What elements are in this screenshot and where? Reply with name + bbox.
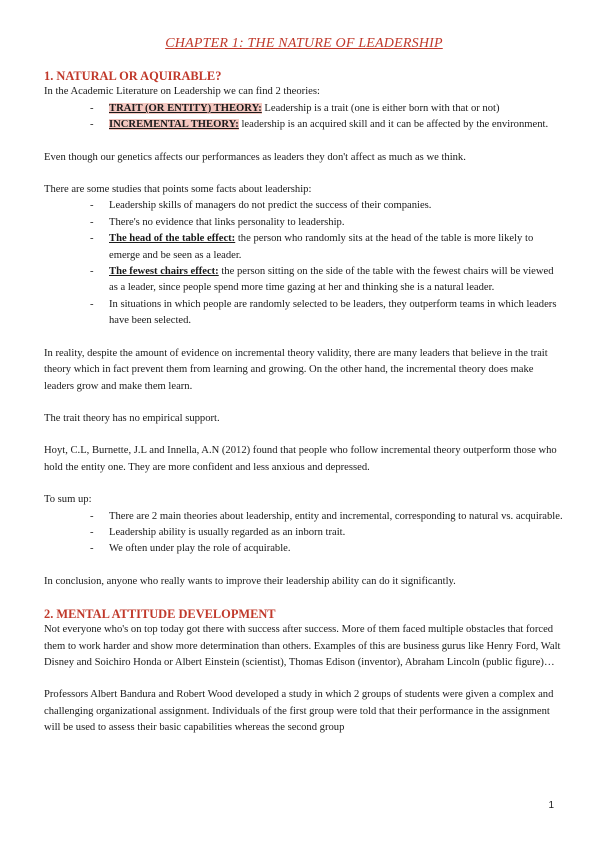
list-item: - Leadership ability is usually regarded as an inborn trait. [90, 526, 346, 538]
list-item: - There are 2 main theories about leadership, entity and incremental, corresponding to natural vs. acquirable. [90, 510, 563, 522]
chapter-title: CHAPTER 1: THE NATURE OF LEADERSHIP [165, 36, 443, 51]
list-item-text: In situations in which people are randomly selected to be leaders, they outperform teams in which leaders have been selected. [109, 298, 557, 327]
term-fewest-chairs: The fewest chairs effect: [109, 266, 219, 278]
list-item: - The fewest chairs effect: the person sitting on the side of the table with the fewest chairs will be viewed as a leader, since people spend more time gazing at her and thinking she is a natural leader. [90, 266, 554, 294]
s1-paragraph: Hoyt, C.L, Burnette, J.L and Innella, A.N (2012) found that people who follow incremental theory outperform those who hold the entity one. They are more confident and less anxious and depressed. [44, 445, 557, 473]
document-page [44, 36, 564, 737]
summary-list [44, 509, 564, 558]
s1-paragraph: The trait theory has no empirical support. [44, 412, 220, 424]
s2-paragraph: Not everyone who's on top today got there with success after success. More of them faced multiple obstacles that forced them to work harder and show more determination than others. Examples of this are business gurus like Henry Ford, Walt Disney and Soichiro Honda or Albert Einstein (scientist), Thomas Edison (inventor), Abraham Lincoln (public figure)… [44, 624, 561, 668]
list-item-text: There's no evidence that links personality to leadership. [109, 216, 345, 228]
s1-paragraph: There are some studies that points some facts about leadership: [44, 184, 312, 196]
list-item-text: leadership is an acquired skill and it can be affected by the environment. [238, 119, 549, 131]
s1-paragraph: To sum up: [44, 494, 92, 506]
list-item: - In situations in which people are randomly selected to be leaders, they outperform teams in which leaders have been selected. [90, 298, 557, 327]
list-item: - TRAIT (OR ENTITY) THEORY: Leadership is a trait (one is either born with that or not) [90, 102, 500, 114]
list-item-text: the person sitting on the side of the table with the fewest chairs will be viewed as a leader, since people spend more time gazing at her and thinking she is a natural leader. [109, 266, 554, 294]
s1-paragraph: Even though our genetics affects our performances as leaders they don't affect as much as we think. [44, 151, 466, 163]
section-1-heading: 1. NATURAL OR AQUIRABLE? [44, 69, 222, 84]
list-item: - The head of the table effect: the person who randomly sits at the head of the table is more likely to emerge and be seen as a leader. [90, 233, 534, 261]
list-item: - We often under play the role of acquirable. [90, 543, 291, 555]
page-number: 1 [548, 800, 554, 811]
s1-intro: In the Academic Literature on Leadership we can find 2 theories: [44, 86, 320, 98]
list-item-text: We often under play the role of acquirable. [109, 543, 291, 555]
facts-list [44, 198, 564, 329]
s1-paragraph: In conclusion, anyone who really wants to improve their leadership ability can do it significantly. [44, 575, 456, 587]
list-item: - There's no evidence that links personality to leadership. [90, 216, 345, 228]
list-item-text: Leadership skills of managers do not predict the success of their companies. [109, 200, 432, 212]
list-item-text: Leadership ability is usually regarded as an inborn trait. [109, 526, 346, 538]
list-item-text: Leadership is a trait (one is either born with that or not) [261, 102, 500, 114]
s1-paragraph: In reality, despite the amount of evidence on incremental theory validity, there are many leaders that believe in the trait theory which in fact prevent them from learning and growing. On the other hand, the incremental theory does make leaders grow and make them learn. [44, 347, 548, 392]
term-trait-theory: TRAIT (OR ENTITY) THEORY: [109, 102, 262, 114]
section-2-heading: 2. MENTAL ATTITUDE DEVELOPMENT [44, 607, 276, 622]
list-item: - Leadership skills of managers do not predict the success of their companies. [90, 200, 432, 212]
list-item: - INCREMENTAL THEORY: leadership is an acquired skill and it can be affected by the environment. [90, 119, 549, 131]
theories-list [44, 101, 564, 134]
list-item-text: There are 2 main theories about leadership, entity and incremental, corresponding to natural vs. acquirable. [109, 510, 563, 522]
term-head-of-table: The head of the table effect: [109, 233, 236, 245]
list-item-text: the person who randomly sits at the head of the table is more likely to emerge and be seen as a leader. [109, 233, 534, 261]
s2-paragraph: Professors Albert Bandura and Robert Wood developed a study in which 2 groups of students were given a complex and challenging organizational assignment. Individuals of the first group were told that their performance in the assignment will be used to assess their basic capabilities whereas the second group [44, 689, 554, 734]
term-incremental-theory: INCREMENTAL THEORY: [109, 119, 239, 131]
